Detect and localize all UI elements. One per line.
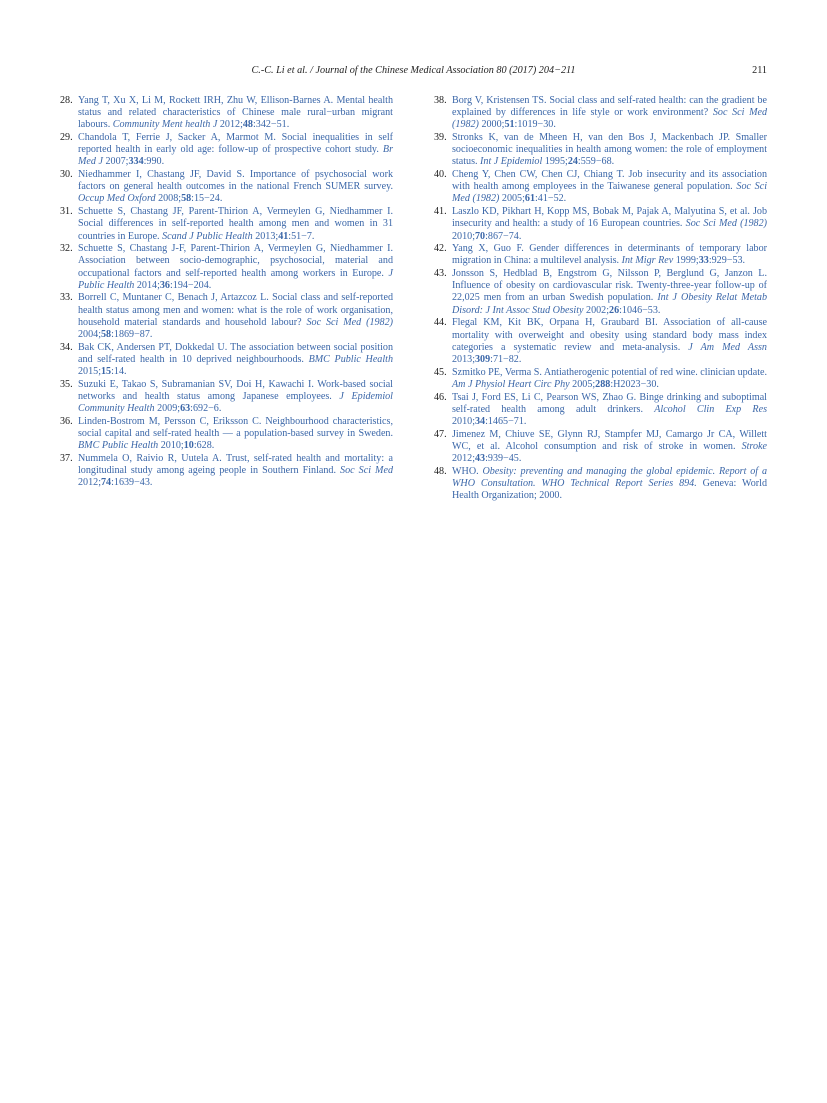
reference-journal: Scand J Public Health	[162, 230, 253, 242]
reference-item	[60, 379, 393, 415]
reference-number: 32.	[60, 243, 73, 255]
reference-pages: :929−53.	[708, 255, 746, 267]
reference-journal: J Public Health	[78, 267, 393, 291]
reference-number: 39.	[434, 132, 447, 144]
reference-journal: Soc Sci Med (1982)	[306, 316, 393, 328]
reference-number: 43.	[434, 268, 447, 280]
reference-journal: Community Ment health J	[112, 119, 218, 131]
reference-item	[60, 416, 393, 452]
reference-volume: 15	[101, 366, 112, 377]
reference-year: 2010;	[160, 440, 184, 452]
reference-volume: 26	[609, 304, 620, 316]
reference-year: 2002;	[586, 304, 610, 316]
reference-journal: Int Migr Rev	[621, 255, 674, 267]
reference-link[interactable]	[78, 416, 393, 451]
reference-year: 2014;	[136, 279, 160, 291]
reference-number: 35.	[60, 378, 73, 390]
reference-text: Chandola T, Ferrie J, Sacker A, Marmot M. Social inequalities in self reported health in early old age: follow-up of prospective cohort study.	[78, 132, 393, 156]
reference-year: 2004;	[78, 328, 101, 340]
reference-number: 41.	[434, 206, 447, 218]
reference-pages: :559−68.	[577, 156, 615, 168]
reference-number: 37.	[60, 452, 73, 464]
reference-text: WHO.	[452, 465, 479, 477]
reference-pages: :939−45.	[485, 452, 522, 464]
reference-volume: 61	[524, 193, 535, 205]
reference-pages: :990.	[143, 156, 165, 168]
reference-volume: 74	[101, 477, 112, 489]
reference-text: Tsai J, Ford ES, Li C, Pearson WS, Zhao G. Binge drinking and suboptimal self-rated health among adult drinkers.	[452, 391, 767, 415]
reference-pages: :1046−53.	[619, 304, 661, 316]
reference-year: 2012;	[452, 452, 475, 464]
reference-journal: Am J Physiol Heart Circ Phy	[452, 378, 570, 390]
reference-text: Nummela O, Raivio R, Uutela A. Trust, self-rated health and mortality: a longitudinal study among ageing people in Southern Finland.	[78, 452, 393, 477]
reference-item	[60, 243, 393, 292]
reference-pages: :342−51.	[252, 119, 290, 131]
reference-journal: Stroke	[741, 440, 767, 452]
reference-text: Schuette S, Chastang J-F, Parent-Thirion A, Vermeylen G, Niedhammer I. Association between socio-demographic, psychosocial, material and occupational factors and self-reported health among workers in Europe.	[78, 243, 393, 279]
reference-link[interactable]	[452, 132, 767, 167]
reference-pages: :1019−30.	[514, 119, 556, 131]
reference-pages: :14.	[111, 366, 127, 377]
reference-volume: 36	[159, 279, 170, 291]
reference-number: 28.	[60, 95, 73, 106]
reference-year: 2000;	[481, 119, 505, 131]
reference-volume: 63	[180, 403, 191, 415]
reference-text: Jimenez M, Chiuve SE, Glynn RJ, Stampfer MJ, Camargo Jr CA, Willett WC, et al. Alcohol consumption and risk of stroke in women.	[452, 428, 767, 452]
reference-year: 2005;	[572, 378, 596, 390]
reference-volume: 58	[181, 193, 192, 205]
reference-link[interactable]	[78, 453, 393, 488]
reference-journal: J Epidemiol Community Health	[78, 390, 393, 415]
reference-volume: 51	[504, 119, 515, 131]
reference-number: 44.	[434, 317, 447, 329]
reference-year: 2009;	[157, 403, 181, 415]
reference-volume: 70	[475, 230, 486, 242]
reference-journal: Soc Sci Med (1982)	[452, 181, 767, 205]
reference-link[interactable]	[452, 367, 767, 390]
reference-text: Niedhammer I, Chastang JF, David S. Importance of psychosocial work factors on general health outcomes in the national French SUMER survey.	[78, 169, 393, 193]
reference-link[interactable]	[452, 429, 767, 464]
reference-item	[434, 206, 767, 242]
reference-item	[434, 132, 767, 168]
references-left-column	[60, 95, 393, 490]
reference-journal: Soc Sci Med (1982)	[452, 107, 767, 131]
reference-number: 33.	[60, 292, 73, 304]
reference-link[interactable]	[78, 206, 393, 241]
reference-volume: 48	[242, 119, 253, 131]
reference-item	[434, 243, 767, 267]
reference-link[interactable]	[452, 268, 767, 315]
reference-link[interactable]	[452, 206, 767, 241]
reference-pages: :41−52.	[535, 193, 567, 205]
reference-number: 36.	[60, 415, 73, 427]
reference-volume: 41	[278, 230, 289, 242]
reference-text: Yang T, Xu X, Li M, Rockett IRH, Zhu W, Ellison-Barnes A. Mental health status and related characteristics of Chinese male rural−urban migrant labours.	[78, 95, 393, 131]
reference-journal: Obesity: preventing and managing the global epidemic. Report of a WHO Consultation. WHO Technical Report Series 894.	[452, 465, 767, 489]
reference-item	[434, 429, 767, 465]
reference-number: 30.	[60, 169, 73, 181]
reference-item	[434, 367, 767, 391]
reference-pages: :1639−43.	[111, 477, 153, 489]
reference-year: Geneva: World Health Organization; 2000.	[452, 477, 767, 501]
reference-pages: :1869−87.	[111, 328, 153, 340]
reference-link[interactable]	[78, 95, 393, 130]
reference-link[interactable]	[78, 243, 393, 290]
reference-volume: 288	[595, 378, 611, 390]
reference-link[interactable]	[78, 342, 393, 377]
page-number: 211	[752, 65, 767, 76]
reference-number: 31.	[60, 206, 73, 218]
reference-item	[60, 342, 393, 378]
reference-text: Linden-Bostrom M, Persson C, Eriksson C. Neighbourhood characteristics, social capital and self-rated health — a population-based survey in Sweden.	[78, 415, 393, 439]
reference-journal: Soc Sci Med (1982)	[685, 218, 767, 230]
reference-year: 2010;	[452, 230, 475, 242]
reference-text: Flegal KM, Kit BK, Orpana H, Graubard BI. Association of all-cause mortality with overweight and obesity using standard body mass index categories a systematic review and meta-analysis.	[452, 317, 767, 353]
reference-journal: BMC Public Health	[78, 440, 159, 452]
reference-item	[60, 169, 393, 205]
reference-item	[434, 392, 767, 428]
reference-text: Laszlo KD, Pikhart H, Kopp MS, Bobak M, Pajak A, Malyutina S, et al. Job insecurity and health: a study of 16 European countries.	[452, 206, 767, 230]
reference-item	[434, 268, 767, 317]
reference-year: 2005;	[501, 193, 525, 205]
reference-journal: BMC Public Health	[308, 353, 393, 365]
reference-link[interactable]	[452, 95, 767, 130]
reference-pages: :H2023−30.	[610, 378, 659, 390]
reference-pages: :692−6.	[190, 403, 222, 415]
reference-link[interactable]	[78, 132, 393, 167]
reference-item	[434, 466, 767, 502]
reference-number: 38.	[434, 95, 447, 106]
reference-year: 2013;	[255, 230, 279, 242]
reference-pages: :15−24.	[191, 193, 223, 205]
reference-item	[434, 317, 767, 366]
reference-text: Bak CK, Andersen PT, Dokkedal U. The association between social position and self-rated health in 10 deprived neighbourhoods.	[78, 341, 393, 365]
reference-item	[60, 132, 393, 168]
references-right-column	[434, 95, 767, 503]
reference-year: 2015;	[78, 366, 101, 377]
reference-volume: 24	[567, 156, 578, 168]
reference-year: 1999;	[675, 255, 699, 267]
reference-journal: Br Med J	[78, 144, 393, 168]
reference-number: 45.	[434, 366, 447, 378]
reference-volume: 34	[475, 415, 486, 427]
reference-link[interactable]	[78, 169, 393, 204]
reference-volume: 334	[128, 156, 144, 168]
reference-journal: Int J Epidemiol	[480, 156, 543, 168]
reference-pages: :628.	[193, 440, 215, 452]
reference-number: 42.	[434, 243, 447, 255]
reference-number: 34.	[60, 341, 73, 353]
reference-text: Suzuki E, Takao S, Subramanian SV, Doi H, Kawachi I. Work-based social networks and health status among Japanese employees.	[78, 378, 393, 402]
reference-journal: Alcohol Clin Exp Res	[654, 403, 767, 415]
reference-text: Yang X, Guo F. Gender differences in determinants of temporary labor migration in China: a multilevel analysis.	[452, 243, 767, 267]
reference-text: Borrell C, Muntaner C, Benach J, Artazcoz L. Social class and self-reported health status among men and women: what is the role of work organisation, household material standards and household labour?	[78, 292, 393, 328]
reference-link[interactable]	[78, 292, 393, 339]
reference-pages: :867−74.	[485, 230, 522, 242]
reference-year: 2007;	[105, 156, 129, 168]
reference-number: 29.	[60, 132, 73, 144]
reference-item	[434, 95, 767, 131]
reference-year: 2013;	[452, 353, 475, 365]
reference-volume: 10	[183, 440, 194, 452]
reference-link[interactable]	[78, 379, 393, 414]
reference-volume: 33	[698, 255, 709, 267]
reference-link[interactable]	[452, 392, 767, 427]
reference-item	[60, 206, 393, 242]
reference-pages: :71−82.	[490, 353, 522, 365]
reference-text: Stronks K, van de Mheen H, van den Bos J, Mackenbach JP. Smaller socioeconomic inequalities in health among women: the role of employment status.	[452, 132, 767, 168]
reference-journal: Soc Sci Med	[340, 465, 393, 477]
reference-number: 40.	[434, 169, 447, 181]
reference-volume: 58	[101, 328, 112, 340]
reference-number: 46.	[434, 391, 447, 403]
journal-citation: C.-C. Li et al. / Journal of the Chinese Medical Association 80 (2017) 204−211	[251, 65, 576, 76]
reference-journal: Occup Med Oxford	[78, 193, 156, 205]
reference-link[interactable]	[452, 317, 767, 364]
reference-pages: :1465−71.	[485, 415, 527, 427]
reference-text: Schuette S, Chastang JF, Parent-Thirion A, Vermeylen G, Niedhammer I. Social differences in self-reported health among men and women in 31 countries in Europe.	[78, 206, 393, 242]
reference-year: 1995;	[544, 156, 568, 168]
reference-volume: 43	[475, 452, 486, 464]
reference-pages: :194−204.	[169, 279, 212, 291]
reference-link[interactable]	[452, 466, 767, 501]
reference-year: 2012;	[78, 477, 101, 489]
reference-link[interactable]	[452, 243, 767, 266]
reference-item	[60, 95, 393, 131]
reference-item	[434, 169, 767, 205]
reference-item	[60, 292, 393, 341]
reference-year: 2012;	[219, 119, 243, 131]
reference-journal: J Am Med Assn	[688, 341, 767, 353]
reference-year: 2010;	[452, 415, 475, 427]
reference-item	[60, 453, 393, 489]
reference-year: 2008;	[158, 193, 182, 205]
reference-text: Cheng Y, Chen CW, Chen CJ, Chiang T. Job insecurity and its association with health among employees in the Taiwanese general population.	[452, 169, 767, 193]
reference-journal: Int J Obesity Relat Metab Disord: J Int Assoc Stud Obesity	[452, 292, 767, 316]
reference-number: 48.	[434, 465, 447, 477]
reference-volume: 309	[475, 353, 491, 365]
reference-text: Borg V, Kristensen TS. Social class and self-rated health: can the gradient be explained by differences in life style or work environment?	[452, 95, 767, 119]
reference-text: Szmitko PE, Verma S. Antiatherogenic potential of red wine. clinician update.	[452, 366, 767, 378]
reference-text: Jonsson S, Hedblad B, Engstrom G, Nilsson P, Berglund G, Janzon L. Influence of obesity on cardiovascular risk. Twenty-three-year follow-up of 22,025 men from an urban Swedish population.	[452, 268, 767, 304]
reference-number: 47.	[434, 428, 447, 440]
reference-link[interactable]	[452, 169, 767, 204]
reference-pages: :51−7.	[288, 230, 315, 242]
